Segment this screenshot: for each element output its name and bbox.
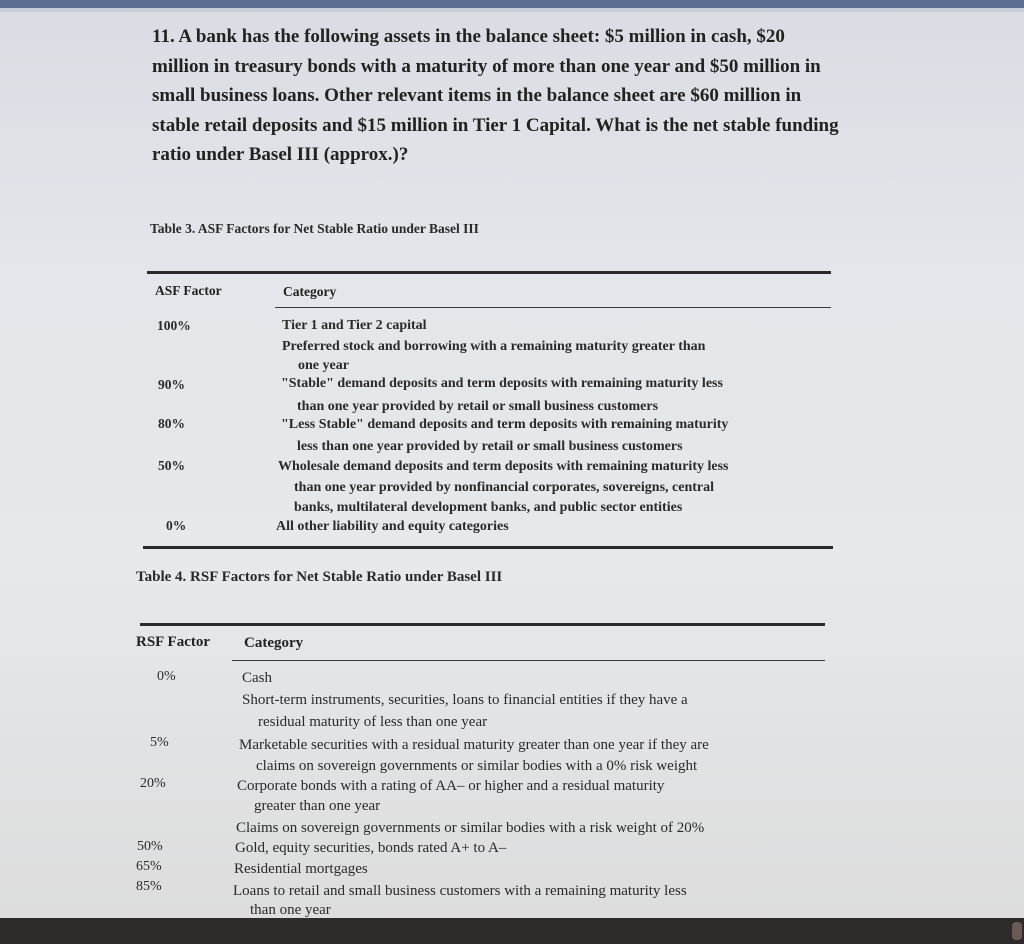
table3-factor: 0% xyxy=(166,518,187,533)
table3-category-line: than one year provided by nonfinancial corporates, sovereigns, central xyxy=(294,480,714,495)
table3-factor: 100% xyxy=(157,318,191,333)
table4-category-line: greater than one year xyxy=(254,798,381,814)
table4-category-line: Gold, equity securities, bonds rated A+ to A– xyxy=(235,840,507,856)
table4-category-line: residual maturity of less than one year xyxy=(258,714,488,730)
table3-header-category: Category xyxy=(283,284,337,299)
table4-category-line: Loans to retail and small business customers with a remaining maturity less xyxy=(233,883,687,899)
monitor-top-strip xyxy=(0,0,1024,8)
table3-category-line: than one year provided by retail or small business customers xyxy=(297,399,659,414)
table3-category-line: Tier 1 and Tier 2 capital xyxy=(282,318,427,333)
table3-category-line: Wholesale demand deposits and term deposits with remaining maturity less xyxy=(278,459,729,474)
table3-category-line: banks, multilateral development banks, and public sector entities xyxy=(294,500,683,515)
table4-category-line: than one year xyxy=(250,902,331,918)
table4-top-rule xyxy=(140,623,825,626)
table4-factor: 65% xyxy=(136,859,162,874)
table4-category-line: Cash xyxy=(242,670,272,686)
table3-category-line: less than one year provided by retail or small business customers xyxy=(297,439,683,454)
table3-category-line: one year xyxy=(298,358,349,373)
table3-category-line: "Stable" demand deposits and term deposits with remaining maturity less xyxy=(281,376,723,391)
table4-factor: 20% xyxy=(140,776,166,791)
question-text: 11. A bank has the following assets in the balance sheet: $5 million in cash, $20 million in treasury bonds with a maturity of more than one year and $50 million in small business loans. Other relevant items in the balance sheet are $60 million in stable retail deposits and $15 million in Tier 1 Capital. What is the net stable funding ratio under Basel III (approx.)? xyxy=(152,26,839,165)
table4-header-rule xyxy=(232,660,825,661)
table4-category-line: Claims on sovereign governments or similar bodies with a risk weight of 20% xyxy=(236,820,705,836)
table4-header-category: Category xyxy=(244,635,304,651)
table3-bottom-rule xyxy=(143,546,833,549)
table4-factor: 5% xyxy=(150,735,169,750)
table3-factor: 80% xyxy=(158,416,185,431)
table3-factor: 50% xyxy=(158,458,185,473)
table3-factor: 90% xyxy=(158,377,185,392)
table4-category-line: Corporate bonds with a rating of AA– or higher and a residual maturity xyxy=(237,778,665,794)
table3-header-factor: ASF Factor xyxy=(155,283,222,298)
table3-top-rule xyxy=(147,271,831,274)
bezel-corner-mark xyxy=(1012,922,1022,940)
table4-factor: 85% xyxy=(136,879,162,894)
table3-category-line: Preferred stock and borrowing with a remaining maturity greater than xyxy=(282,339,706,354)
table4-category-line: Short-term instruments, securities, loans to financial entities if they have a xyxy=(242,692,688,708)
table3-category-line: All other liability and equity categories xyxy=(276,519,509,534)
table4-title: Table 4. RSF Factors for Net Stable Ratio under Basel III xyxy=(136,569,503,585)
monitor-bottom-bezel xyxy=(0,918,1024,944)
table4-category-line: Marketable securities with a residual maturity greater than one year if they are xyxy=(239,737,709,753)
table4-factor: 0% xyxy=(157,669,176,684)
table3-header-rule xyxy=(275,307,831,308)
table3-title: Table 3. ASF Factors for Net Stable Ratio under Basel III xyxy=(150,221,479,236)
table4-category-line: Residential mortgages xyxy=(234,861,368,877)
table3-category-line: "Less Stable" demand deposits and term deposits with remaining maturity xyxy=(281,417,729,432)
table4-category-line: claims on sovereign governments or similar bodies with a 0% risk weight xyxy=(256,758,698,774)
table4-header-factor: RSF Factor xyxy=(136,634,211,650)
table4-factor: 50% xyxy=(137,839,163,854)
screen-top-edge xyxy=(0,8,1024,12)
